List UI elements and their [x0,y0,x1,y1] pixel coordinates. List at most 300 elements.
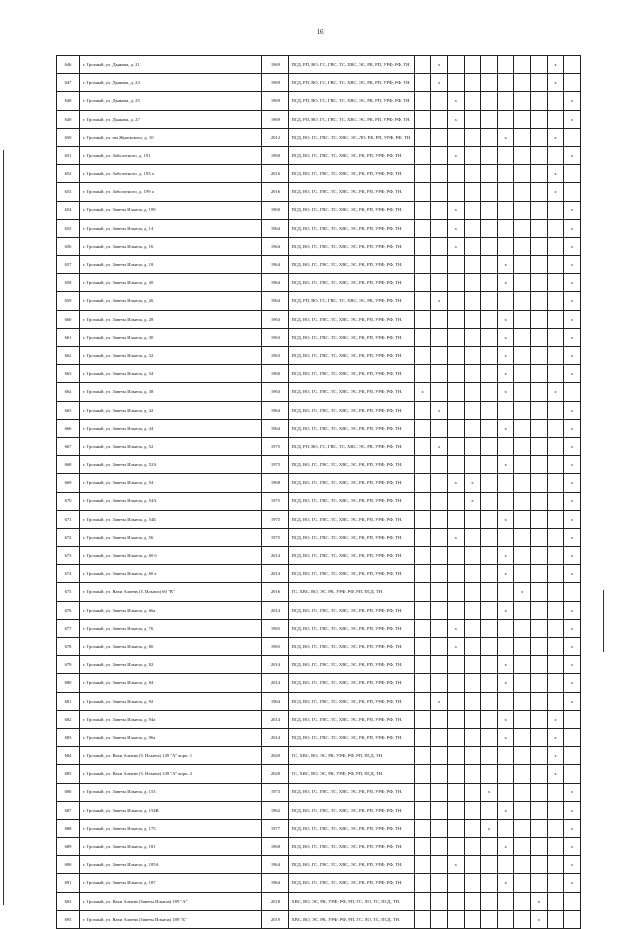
period-mark-cell [564,56,581,74]
period-mark-cell [431,292,448,310]
period-mark-cell [564,547,581,565]
period-mark-cell [414,747,431,765]
period-mark-cell [431,728,448,746]
year-cell: 1969 [262,56,289,74]
x-mark: x [504,680,507,686]
year-cell: 1968 [262,474,289,492]
period-mark-cell [514,528,531,546]
period-mark-cell [431,819,448,837]
period-mark-cell [514,728,531,746]
period-mark-cell [481,892,498,910]
page-number: 16 [316,28,324,36]
period-mark-cell [547,201,564,219]
row-number-cell: 663 [57,365,80,383]
period-mark-cell [481,347,498,365]
period-mark-cell [464,638,481,656]
x-mark: x [571,425,574,431]
period-mark-cell [547,819,564,837]
period-mark-cell [514,183,531,201]
period-mark-cell [531,801,548,819]
period-mark-cell [464,183,481,201]
period-mark-cell [414,528,431,546]
period-mark-cell [481,801,498,819]
row-number-cell: 693 [57,910,80,928]
period-mark-cell [497,547,514,565]
address-cell: г. Грозный, ул. Заветы Ильича, д. 52 [80,437,262,455]
table-row [57,710,581,728]
period-mark-cell [497,365,514,383]
period-mark-cell [514,383,531,401]
period-mark-cell [564,728,581,746]
address-cell: г. Грозный, ул. Заветы Ильича, д. 76 [80,619,262,637]
period-mark-cell [547,565,564,583]
address-cell: г. Грозный, ул. Заветы Ильича, д. 30 [80,328,262,346]
period-mark-cell [514,92,531,110]
address-cell: г. Грозный, ул. Заветы Ильича, д. 60 б [80,547,262,565]
period-mark-cell [414,146,431,164]
period-mark-cell [497,728,514,746]
address-cell: г. Грозный, ул. Дьякова, д. 23 [80,74,262,92]
year-cell: 1964 [262,219,289,237]
period-mark-cell [547,856,564,874]
row-number-cell: 670 [57,492,80,510]
works-list-cell: ПСД, ВО, ГС, ГВС, ТС, ХВС, ЭС, РК, РП, УРФ, РФ, ТН. [289,146,414,164]
address-cell: г. Грозный, ул. Заветы Ильича, д. 96а [80,728,262,746]
period-mark-cell [531,747,548,765]
works-list-cell: ПСД, ВО, ГС, ГВС, ТС, ХВС, ЭС, РК, РП, УРФ, РФ, ТН. [289,401,414,419]
period-mark-cell [481,674,498,692]
period-mark-cell [564,801,581,819]
address-cell: г. Грозный, ул. Заветы Ильича, д. 42 [80,401,262,419]
period-mark-cell [414,219,431,237]
period-mark-cell [564,401,581,419]
period-mark-cell [447,656,464,674]
period-mark-cell [481,274,498,292]
address-cell: г. Грозный, ул. Заветы Ильича, д. 26 [80,292,262,310]
table-row [57,310,581,328]
period-mark-cell [464,328,481,346]
period-mark-cell [431,710,448,728]
period-mark-cell [431,310,448,328]
address-cell: г. Грозный, ул. Заболотного, д. 193 а [80,165,262,183]
period-mark-cell [514,747,531,765]
period-mark-cell [431,92,448,110]
row-number-cell: 660 [57,310,80,328]
address-cell: г. Грозный, ул. Вахи Алиева (Заветы Ильича) 189 "А" [80,892,262,910]
year-cell: 2014 [262,674,289,692]
period-mark-cell [464,892,481,910]
period-mark-cell [547,401,564,419]
table-row [57,856,581,874]
period-mark-cell [447,74,464,92]
period-mark-cell [414,656,431,674]
year-cell: 2014 [262,728,289,746]
period-mark-cell [514,165,531,183]
row-number-cell: 658 [57,274,80,292]
x-mark: x [437,407,441,413]
period-mark-cell [414,710,431,728]
period-mark-cell [431,874,448,892]
period-mark-cell [564,674,581,692]
period-mark-cell [514,237,531,255]
works-list-cell: ПСД, РП, ВО, ГС, ГВС, ТС, ХВС, ЭС, РК, РП, УРФ, РФ, ТН. [289,56,414,74]
period-mark-cell [431,583,448,601]
address-cell: г. Грозный, ул. Заветы Ильича, д. 60 а [80,565,262,583]
period-mark-cell [431,892,448,910]
x-mark: x [504,134,507,140]
period-mark-cell [464,365,481,383]
period-mark-cell [464,510,481,528]
period-mark-cell [531,728,548,746]
period-mark-cell [431,437,448,455]
address-cell: г. Грозный, ул. Заветы Ильича, д. 153 [80,783,262,801]
address-cell: г. Грозный, ул. Вахи Алиева (З. Ильича) 149 "А" корп. 2 [80,765,262,783]
works-list-cell: ПСД, ВО, ГС, ГВС, ТС, ХВС, ЭС, РК, РП, УРФ, РФ, ТН. [289,201,414,219]
period-mark-cell [447,583,464,601]
table-row [57,274,581,292]
period-mark-cell [531,292,548,310]
works-list-cell: ГС, ХВС, ВО, ЭС, РК, УРФ, РФ, РП, ПСД, ТН. [289,583,414,601]
period-mark-cell [464,710,481,728]
works-list-cell: ПСД, ВО, ГС, ГВС, ТС, ХВС, ЭС, РК, РП, УРФ, РФ, ТН. [289,874,414,892]
row-number-cell: 692 [57,892,80,910]
period-mark-cell [531,310,548,328]
table-row [57,801,581,819]
period-mark-cell [514,874,531,892]
period-mark-cell [447,528,464,546]
period-mark-cell [431,219,448,237]
period-mark-cell [531,656,548,674]
x-mark: x [504,844,507,850]
period-mark-cell [431,347,448,365]
period-mark-cell [464,819,481,837]
period-mark-cell [414,328,431,346]
period-mark-cell [481,128,498,146]
left-margin-line [3,150,4,905]
period-mark-cell [431,128,448,146]
period-mark-cell [464,838,481,856]
period-mark-cell [514,256,531,274]
period-mark-cell [431,856,448,874]
period-mark-cell [447,165,464,183]
period-mark-cell [531,456,548,474]
period-mark-cell [464,401,481,419]
x-mark: x [554,716,557,722]
period-mark-cell [431,383,448,401]
year-cell: 1969 [262,74,289,92]
x-mark: x [537,916,541,922]
address-cell: г. Грозный, ул. Дьякова, д. 21 [80,56,262,74]
period-mark-cell [514,437,531,455]
x-mark: x [571,571,574,577]
works-list-cell: ПСД, ВО, ГС, ГВС, ТС, ХВС, ЭС, РК, РП, УРФ, РФ, ТН. [289,783,414,801]
period-mark-cell [447,674,464,692]
period-mark-cell [531,165,548,183]
period-mark-cell [447,638,464,656]
works-list-cell: ПСД, ВО, ГС, ГВС, ТС, ХВС, ЭС, РК, РП, УРФ, РФ, ТН. [289,710,414,728]
period-mark-cell [447,565,464,583]
period-mark-cell [514,783,531,801]
year-cell: 1965 [262,619,289,637]
table-row [57,656,581,674]
period-mark-cell [464,237,481,255]
x-mark: x [454,625,457,631]
period-mark-cell [464,547,481,565]
period-mark-cell [547,892,564,910]
period-mark-cell [447,237,464,255]
period-mark-cell [514,856,531,874]
table-row [57,747,581,765]
period-mark-cell [481,656,498,674]
x-mark: x [571,643,574,649]
period-mark-cell [497,510,514,528]
works-list-cell: ПСД, ВО, ГС, ГВС, ТС, ХВС, ЭС, РК, РП, УРФ, РФ, ТН. [289,237,414,255]
row-number-cell: 649 [57,110,80,128]
works-list-cell: ПСД, ВО, ГС, ГВС, ТС, ХВС, ЭС, РК, РП, УРФ, РФ, ТН. [289,638,414,656]
period-mark-cell [414,474,431,492]
period-mark-cell [497,710,514,728]
period-mark-cell [431,765,448,783]
period-mark-cell [564,783,581,801]
x-mark: x [571,298,574,304]
period-mark-cell [464,874,481,892]
period-mark-cell [547,256,564,274]
period-mark-cell [414,783,431,801]
period-mark-cell [564,692,581,710]
period-mark-cell [547,437,564,455]
period-mark-cell [497,56,514,74]
x-mark: x [571,607,574,613]
period-mark-cell [564,619,581,637]
right-margin-mark [603,590,604,652]
x-mark: x [571,280,574,286]
period-mark-cell [564,583,581,601]
address-cell: г. Грозный, ул. Заветы Ильича, д. 20 [80,274,262,292]
period-mark-cell [431,56,448,74]
x-mark: x [504,425,507,431]
period-mark-cell [414,365,431,383]
x-mark: x [554,189,557,195]
period-mark-cell [414,383,431,401]
period-mark-cell [481,310,498,328]
period-mark-cell [414,728,431,746]
period-mark-cell [481,910,498,928]
period-mark-cell [464,528,481,546]
period-mark-cell [514,365,531,383]
row-number-cell: 648 [57,92,80,110]
works-list-cell: ГС, ХВС, ВО, ЭС, РК, УРФ, РФ, РП, ПСД, ТН. [289,747,414,765]
row-number-cell: 665 [57,401,80,419]
period-mark-cell [464,656,481,674]
period-mark-cell [564,765,581,783]
period-mark-cell [564,274,581,292]
period-mark-cell [431,910,448,928]
period-mark-cell [447,56,464,74]
period-mark-cell [481,256,498,274]
period-mark-cell [414,547,431,565]
period-mark-cell [447,692,464,710]
table-row [57,692,581,710]
x-mark: x [504,607,507,613]
x-mark: x [437,298,441,304]
x-mark: x [571,225,574,231]
period-mark-cell [481,183,498,201]
period-mark-cell [564,365,581,383]
period-mark-cell [464,419,481,437]
period-mark-cell [414,510,431,528]
period-mark-cell [431,365,448,383]
period-mark-cell [481,601,498,619]
period-mark-cell [547,365,564,383]
row-number-cell: 691 [57,874,80,892]
period-mark-cell [514,565,531,583]
year-cell: 1964 [262,856,289,874]
works-list-cell: ПСД, ВО, ГС, ГВС, ТС, ХВС, ЭС, РК, РП, УРФ, РФ, ТН. [289,728,414,746]
period-mark-cell [414,601,431,619]
x-mark: x [504,371,507,377]
table-row [57,183,581,201]
period-mark-cell [414,492,431,510]
period-mark-cell [514,601,531,619]
period-mark-cell [531,74,548,92]
row-number-cell: 685 [57,765,80,783]
address-cell: г. Грозный, ул. Вахи Алиева (З. Ильича) 60 "В" [80,583,262,601]
x-mark: x [571,789,574,795]
row-number-cell: 656 [57,237,80,255]
works-list-cell: ПСД, ВО, ГС, ГВС, ТС, ХВС, ЭС, ЛО, РК, РП, УРФ, РФ, ТН. [289,128,414,146]
period-mark-cell [497,237,514,255]
period-mark-cell [564,347,581,365]
period-mark-cell [414,874,431,892]
period-mark-cell [547,547,564,565]
x-mark: x [554,171,557,177]
period-mark-cell [464,747,481,765]
period-mark-cell [547,710,564,728]
period-mark-cell [481,437,498,455]
period-mark-cell [531,638,548,656]
period-mark-cell [497,456,514,474]
x-mark: x [571,352,574,358]
year-cell: 1964 [262,874,289,892]
address-cell: г. Грозный, ул. Заветы Ильича, д. 82 [80,656,262,674]
period-mark-cell [481,74,498,92]
period-mark-cell [464,583,481,601]
works-list-cell: ПСД, РП, ВО, ГС, ГВС, ТС, ХВС, ЭС, РК, УРФ, РФ, ТН. [289,292,414,310]
period-mark-cell [431,801,448,819]
address-cell: г. Грозный, ул. им Жуковского, д. 10 [80,128,262,146]
row-number-cell: 662 [57,347,80,365]
row-number-cell: 673 [57,547,80,565]
works-list-cell: ПСД, ВО, ГС, ГВС, ТС, ХВС, ЭС, РК, РП, УРФ, РФ, ТН. [289,310,414,328]
period-mark-cell [497,619,514,637]
x-mark: x [454,480,457,486]
period-mark-cell [514,310,531,328]
year-cell: 1964 [262,292,289,310]
works-list-cell: ПСД, ВО, ГС, ГВС, ТС, ХВС, ЭС, РК, РП, УРФ, РФ, ТН. [289,365,414,383]
period-mark-cell [564,437,581,455]
x-mark: x [571,407,574,413]
period-mark-cell [547,728,564,746]
address-cell: г. Грозный, ул. Заветы Ильича, д. 34 [80,365,262,383]
period-mark-cell [514,401,531,419]
period-mark-cell [547,692,564,710]
period-mark-cell [447,856,464,874]
x-mark: x [504,553,507,559]
period-mark-cell [547,747,564,765]
address-cell: г. Грозный, ул. Заветы Ильича, д. 185А [80,856,262,874]
period-mark-cell [414,74,431,92]
period-mark-cell [431,419,448,437]
period-mark-cell [564,819,581,837]
x-mark: x [537,898,541,904]
works-list-cell: ПСД, ВО, ГС, ГВС, ТС, ХВС, ЭС, РК, РП, УРФ, РФ, ТН. [289,801,414,819]
table-row [57,910,581,928]
period-mark-cell [464,692,481,710]
period-mark-cell [431,565,448,583]
x-mark: x [571,316,574,322]
period-mark-cell [497,201,514,219]
period-mark-cell [481,328,498,346]
row-number-cell: 679 [57,656,80,674]
x-mark: x [504,516,507,522]
period-mark-cell [414,237,431,255]
year-cell: 1960 [262,365,289,383]
period-mark-cell [481,401,498,419]
row-number-cell: 669 [57,474,80,492]
period-mark-cell [447,256,464,274]
table-body [57,56,581,929]
period-mark-cell [564,474,581,492]
period-mark-cell [431,838,448,856]
works-list-cell: ПСД, ВО, ГС, ГВС, ТС, ХВС, ЭС, РК, РП, УРФ, РФ, ТН. [289,456,414,474]
period-mark-cell [497,583,514,601]
row-number-cell: 672 [57,528,80,546]
period-mark-cell [464,219,481,237]
period-mark-cell [431,674,448,692]
year-cell: 1963 [262,383,289,401]
x-mark: x [571,462,574,468]
row-number-cell: 676 [57,601,80,619]
works-list-cell: ПСД, ВО, ГС, ГВС, ТС, ХВС, ЭС, РК, РП, УРФ, РФ, ТН. [289,856,414,874]
table-row [57,601,581,619]
period-mark-cell [481,492,498,510]
period-mark-cell [547,347,564,365]
period-mark-cell [431,401,448,419]
period-mark-cell [564,747,581,765]
x-mark: x [504,662,507,668]
x-mark: x [571,880,574,886]
period-mark-cell [414,274,431,292]
table-row [57,401,581,419]
table-row [57,347,581,365]
period-mark-cell [514,292,531,310]
period-mark-cell [464,856,481,874]
address-cell: г. Грозный, ул. Вахи Алиева (З. Ильича) 149 "А" корп. 1 [80,747,262,765]
period-mark-cell [564,219,581,237]
year-cell: 2012 [262,128,289,146]
row-number-cell: 664 [57,383,80,401]
period-mark-cell [447,838,464,856]
period-mark-cell [564,165,581,183]
period-mark-cell [414,310,431,328]
x-mark: x [454,207,457,213]
period-mark-cell [547,492,564,510]
year-cell: 2020 [262,765,289,783]
address-cell: г. Грозный, ул. Заветы Ильича, д. 54Б [80,510,262,528]
period-mark-cell [547,910,564,928]
period-mark-cell [547,74,564,92]
period-mark-cell [564,92,581,110]
